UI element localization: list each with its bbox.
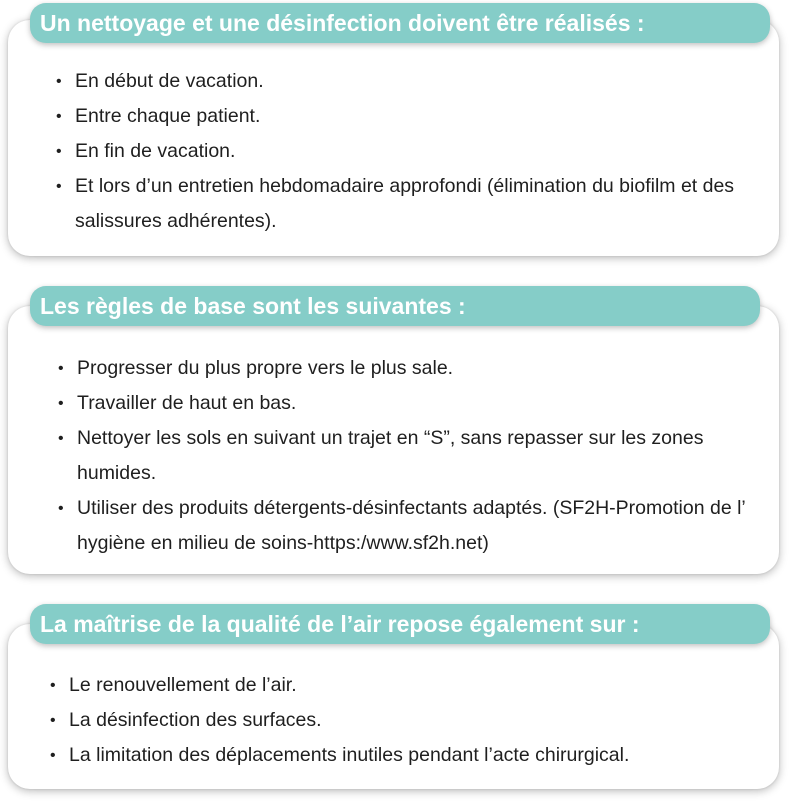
list-item-text: Progresser du plus propre vers le plus sale. bbox=[77, 357, 454, 379]
bullet-icon: • bbox=[56, 73, 62, 90]
rules-list bbox=[55, 351, 767, 561]
list-item-text: La désinfection des surfaces. bbox=[69, 709, 322, 731]
cleaning-list bbox=[53, 64, 753, 239]
list-item bbox=[53, 134, 753, 169]
bullet-icon: • bbox=[50, 677, 56, 694]
list-item-text: Travailler de haut en bas. bbox=[77, 392, 297, 414]
list-item bbox=[55, 491, 767, 561]
bullet-icon: • bbox=[58, 360, 64, 377]
list-item bbox=[47, 703, 767, 738]
bullet-icon: • bbox=[58, 430, 64, 447]
section-title-cleaning: Un nettoyage et une désinfection doivent être réalisés : bbox=[30, 3, 770, 43]
list-item-text: Le renouvellement de l’air. bbox=[69, 674, 297, 696]
list-item bbox=[53, 64, 753, 99]
list-item-text: Nettoyer les sols en suivant un trajet en “S”, sans repasser sur les zones humides. bbox=[77, 427, 704, 484]
bullet-icon: • bbox=[50, 712, 56, 729]
list-item bbox=[55, 421, 767, 491]
list-item bbox=[47, 738, 767, 773]
list-item-text: Entre chaque patient. bbox=[75, 105, 261, 127]
bullet-icon: • bbox=[56, 143, 62, 160]
bullet-icon: • bbox=[56, 178, 62, 195]
list-item bbox=[55, 386, 767, 421]
list-item bbox=[53, 169, 753, 239]
bullet-icon: • bbox=[50, 747, 56, 764]
bullet-icon: • bbox=[56, 108, 62, 125]
list-item bbox=[47, 668, 767, 703]
air-quality-list bbox=[47, 668, 767, 773]
list-item-text: En fin de vacation. bbox=[75, 140, 236, 162]
section-title-rules: Les règles de base sont les suivantes : bbox=[30, 286, 760, 326]
list-item-text: La limitation des déplacements inutiles pendant l’acte chirurgical. bbox=[69, 744, 630, 766]
list-item bbox=[53, 99, 753, 134]
list-item bbox=[55, 351, 767, 386]
list-item-text: Et lors d’un entretien hebdomadaire approfondi (élimination du biofilm et des salissures adhérentes). bbox=[75, 175, 735, 232]
list-item-text: Utiliser des produits détergents-désinfectants adaptés. (SF2H-Promotion de l’ hygiène en milieu de soins-https:/www.sf2h.net) bbox=[77, 497, 746, 554]
section-title-air-quality: La maîtrise de la qualité de l’air repose également sur : bbox=[30, 604, 770, 644]
bullet-icon: • bbox=[58, 500, 64, 517]
bullet-icon: • bbox=[58, 395, 64, 412]
list-item-text: En début de vacation. bbox=[75, 70, 264, 92]
